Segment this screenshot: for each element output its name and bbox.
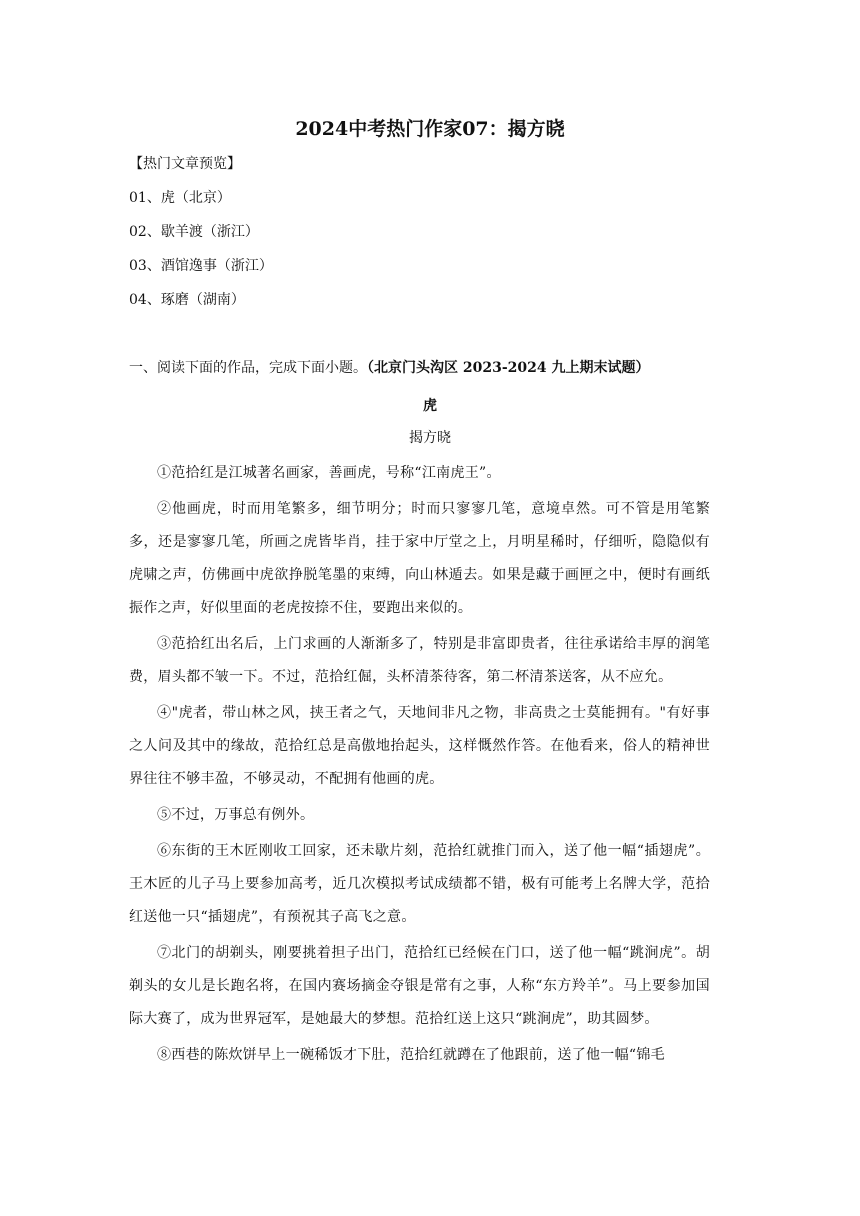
article-author: 揭方晓 — [409, 430, 451, 446]
preview-item: 02、歇羊渡（浙江） — [129, 224, 259, 240]
article-paragraph: ④"虎者，带山林之风，挟王者之气，天地间非凡之物，非高贵之士莫能拥有。"有好事之人问及其中的缘故，范拾红总是高傲地抬起头，这样慨然作答。在他看来，俗人的精神世界往往不够丰盈，不够灵动，不配拥有他画的虎。 — [129, 705, 710, 787]
article-paragraph: ①范拾红是江城著名画家，善画虎，号称“江南虎王”。 — [157, 465, 501, 481]
document-title: 2024中考热门作家07：揭方晓 — [295, 118, 565, 140]
article-preview-list — [129, 153, 729, 323]
preview-heading: 【热门文章预览】 — [129, 156, 241, 172]
article-body — [129, 457, 710, 1075]
question-heading — [129, 356, 729, 380]
question-source: （北京门头沟区 2023-2024 九上期末试题） — [367, 360, 650, 376]
article-paragraph: ③范拾红出名后，上门求画的人渐渐多了，特别是非富即贵者，往往承诺给丰厚的润笔费，眉头都不皱一下。不过，范拾红倔，头杯清茶待客，第二杯清茶送客，从不应允。 — [129, 636, 710, 685]
article-title: 虎 — [423, 398, 437, 414]
article-paragraph: ②他画虎，时而用笔繁多，细节明分；时而只寥寥几笔，意境卓然。可不管是用笔繁多，还是寥寥几笔，所画之虎皆毕肖，挂于家中厅堂之上，月明星稀时，仔细听，隐隐似有虎啸之声，仿佛画中虎欲挣脱笔墨的束缚，向山林遁去。如果是藏于画匣之中，便时有画纸振作之声，好似里面的老虎按捺不住，要跑出来似的。 — [129, 501, 710, 616]
preview-item: 03、酒馆逸事（浙江） — [129, 258, 273, 274]
article-paragraph: ⑥东街的王木匠刚收工回家，还未歇片刻，范拾红就推门而入，送了他一幅“插翅虎”。王木匠的儿子马上要参加高考，近几次模拟考试成绩都不错，极有可能考上名牌大学，范拾红送他一只“插翅虎”，有预祝其子高飞之意。 — [129, 843, 710, 925]
article-paragraph: ⑦北门的胡剃头，刚要挑着担子出门，范拾红已经候在门口，送了他一幅“跳涧虎”。胡剃头的女儿是长跑名将，在国内赛场摘金夺银是常有之事，人称“东方羚羊”。马上要参加国际大赛了，成为世界冠军，是她最大的梦想。范拾红送上这只“跳涧虎”，助其圆梦。 — [129, 945, 710, 1027]
preview-item: 01、虎（北京） — [129, 190, 231, 206]
question-instruction: 一、阅读下面的作品，完成下面小题。 — [129, 360, 367, 376]
article-paragraph: ⑤不过，万事总有例外。 — [157, 807, 315, 823]
preview-item: 04、琢磨（湖南） — [129, 292, 245, 308]
article-paragraph: ⑧西巷的陈炊饼早上一碗稀饭才下肚，范拾红就蹲在了他跟前，送了他一幅“锦毛 — [157, 1047, 665, 1063]
